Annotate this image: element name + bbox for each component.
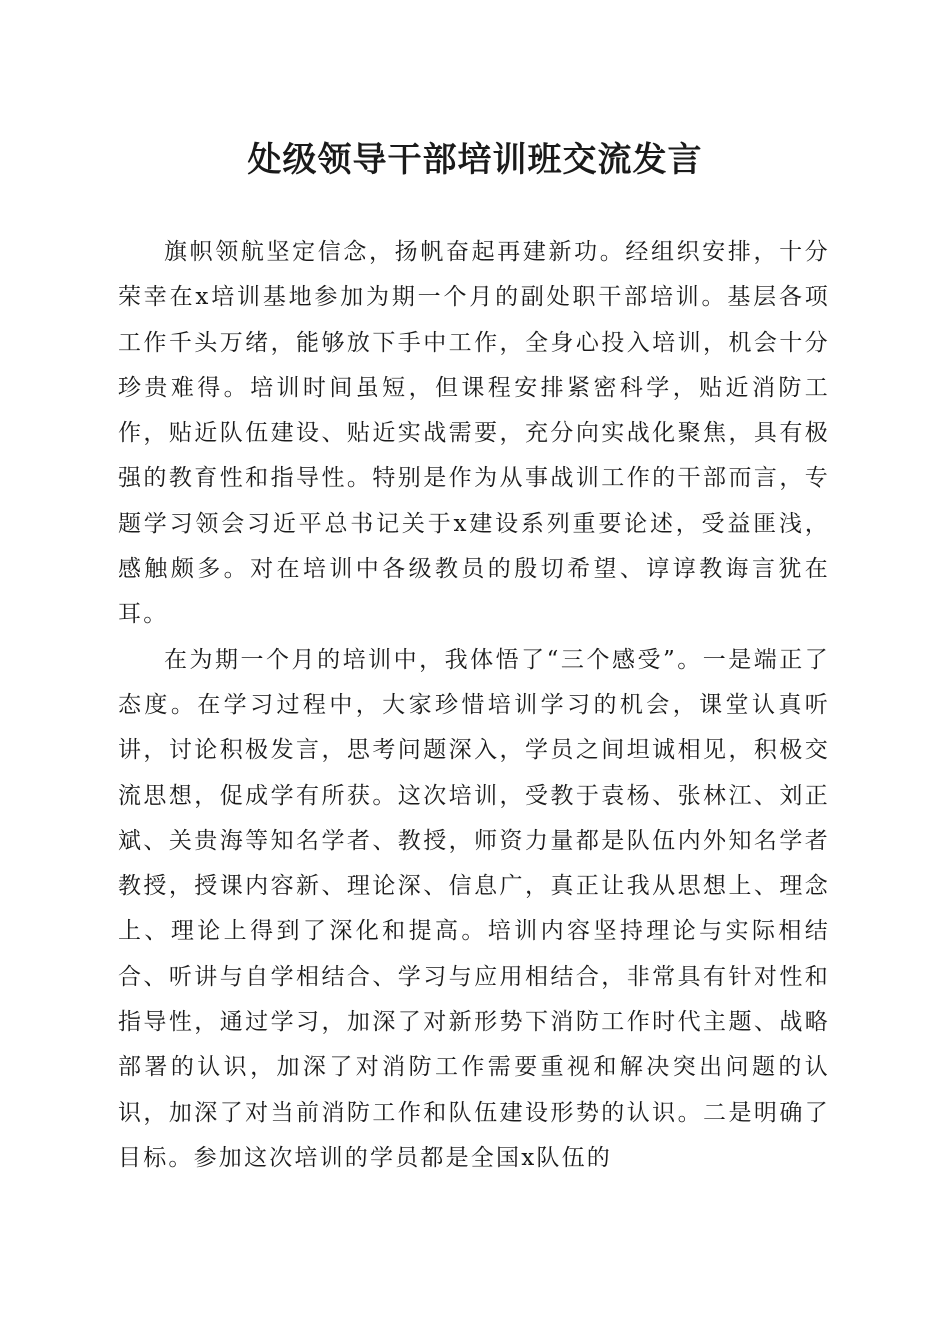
paragraph-1: 旗帜领航坚定信念，扬帆奋起再建新功。经组织安排，十分荣幸在x培训基地参加为期一个月的副处职干部培训。基层各项工作千头万绪，能够放下手中工作，全身心投入培训，机会十分珍贵难得。培训时间虽短，但课程安排紧密科学，贴近消防工作，贴近队伍建设、贴近实战需要，充分向实战化聚焦，具有极强的教育性和指导性。特别是作为从事战训工作的干部而言，专题学习领会习近平总书记关于x建设系列重要论述，受益匪浅，感触颇多。对在培训中各级教员的殷切希望、谆谆教诲言犹在耳。: [118, 239, 830, 628]
document-title: 处级领导干部培训班交流发言: [247, 140, 703, 180]
paragraph-2: 在为期一个月的培训中，我体悟了“三个感受”。一是端正了态度。在学习过程中，大家珍惜培训学习的机会，课堂认真听讲，讨论积极发言，思考问题深入，学员之间坦诚相见，积极交流思想，促成学有所获。这次培训，受教于袁杨、张林江、刘正斌、关贵海等知名学者、教授，师资力量都是队伍内外知名学者教授，授课内容新、理论深、信息广，真正让我从思想上、理念上、理论上得到了深化和提高。培训内容坚持理论与实际相结合、听讲与自学相结合、学习与应用相结合，非常具有针对性和指导性，通过学习，加深了对新形势下消防工作时代主题、战略部署的认识，加深了对消防工作需要重视和解决突出问题的认识，加深了对当前消防工作和队伍建设形势的认识。二是明确了目标。参加这次培训的学员都是全国x队伍的: [118, 646, 830, 1171]
document-body: [118, 230, 830, 1181]
